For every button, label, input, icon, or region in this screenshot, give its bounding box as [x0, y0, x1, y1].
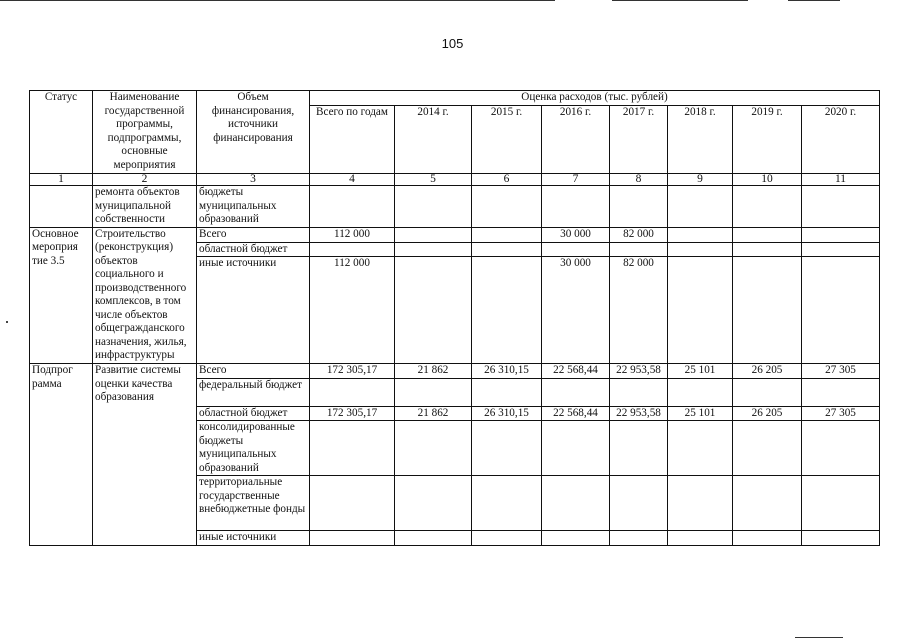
subprogram-status: Подпрог рамма — [30, 364, 93, 546]
scan-speck — [6, 321, 8, 323]
value-cell: 30 000 — [542, 257, 610, 364]
value-cell — [310, 242, 395, 257]
value-cell — [395, 257, 472, 364]
value-cell — [472, 421, 542, 476]
value-cell: 22 953,58 — [610, 406, 668, 421]
value-cell: 26 205 — [733, 364, 802, 379]
value-cell — [310, 378, 395, 406]
table-row — [30, 227, 880, 242]
value-cell — [668, 476, 733, 531]
value-cell — [733, 421, 802, 476]
event-name: Строительство (реконструкция) объектов социального и производственного комплексов, в том числе объектов общегражданского назначения, жилья, инфраструктуры — [93, 227, 197, 364]
value-cell — [395, 378, 472, 406]
source-label: территориальные государственные внебюджетные фонды — [197, 476, 310, 531]
scan-line-top-mid — [612, 0, 748, 1]
source-label: областной бюджет — [197, 406, 310, 421]
source-label: Всего — [197, 364, 310, 379]
value-cell — [733, 531, 802, 546]
column-number: 11 — [802, 174, 880, 186]
value-cell — [668, 421, 733, 476]
value-cell — [610, 421, 668, 476]
value-cell — [472, 531, 542, 546]
value-cell — [802, 476, 880, 531]
value-cell — [802, 227, 880, 242]
value-cell — [733, 257, 802, 364]
source-label: иные источники — [197, 257, 310, 364]
value-cell: 25 101 — [668, 406, 733, 421]
value-cell — [395, 531, 472, 546]
value-cell — [733, 227, 802, 242]
value-cell: 26 310,15 — [472, 406, 542, 421]
value-cell: 21 862 — [395, 364, 472, 379]
header-year-2017: 2017 г. — [610, 106, 668, 174]
value-cell — [395, 421, 472, 476]
header-year-2016: 2016 г. — [542, 106, 610, 174]
value-cell — [472, 378, 542, 406]
value-cell: 172 305,17 — [310, 364, 395, 379]
value-cell — [395, 242, 472, 257]
value-cell: 22 568,44 — [542, 364, 610, 379]
value-cell — [610, 476, 668, 531]
table-row — [30, 186, 880, 228]
source-label: Всего — [197, 227, 310, 242]
value-cell — [802, 242, 880, 257]
value-cell — [395, 476, 472, 531]
scan-line-top-right — [788, 0, 840, 1]
subprogram-name: Развитие системы оценки качества образования — [93, 364, 197, 546]
column-number: 7 — [542, 174, 610, 186]
value-cell — [802, 531, 880, 546]
value-cell: 26 205 — [733, 406, 802, 421]
value-cell: 22 568,44 — [542, 406, 610, 421]
source-label: областной бюджет — [197, 242, 310, 257]
value-cell — [310, 531, 395, 546]
value-cell: 22 953,58 — [610, 364, 668, 379]
value-cell — [733, 242, 802, 257]
value-cell: 112 000 — [310, 227, 395, 242]
value-cell — [668, 257, 733, 364]
budget-table — [29, 90, 880, 546]
scan-line-top-left — [0, 0, 555, 1]
column-number: 10 — [733, 174, 802, 186]
value-cell — [610, 242, 668, 257]
value-cell — [668, 242, 733, 257]
page-number: 105 — [441, 36, 464, 51]
header-year-2014: 2014 г. — [395, 106, 472, 174]
value-cell: 30 000 — [542, 227, 610, 242]
header-year-2015: 2015 г. — [472, 106, 542, 174]
value-cell — [542, 531, 610, 546]
value-cell — [310, 421, 395, 476]
value-cell — [668, 378, 733, 406]
value-cell — [472, 227, 542, 242]
header-year-2019: 2019 г. — [733, 106, 802, 174]
column-number: 5 — [395, 174, 472, 186]
continuation-source: бюджеты муниципальных образований — [197, 186, 310, 228]
value-cell: 82 000 — [610, 257, 668, 364]
value-cell: 26 310,15 — [472, 364, 542, 379]
header-status: Статус — [30, 91, 93, 174]
value-cell — [472, 242, 542, 257]
value-cell — [542, 421, 610, 476]
header-name: Наименование государственной программы, подпрограммы, основные мероприятия — [93, 91, 197, 174]
value-cell: 27 305 — [802, 364, 880, 379]
value-cell — [472, 257, 542, 364]
value-cell — [668, 227, 733, 242]
value-cell — [542, 476, 610, 531]
header-volume: Объем финансирования, источники финансирования — [197, 91, 310, 174]
value-cell — [733, 476, 802, 531]
value-cell — [802, 257, 880, 364]
value-cell — [542, 378, 610, 406]
value-cell: 172 305,17 — [310, 406, 395, 421]
source-label: консолидированные бюджеты муниципальных образований — [197, 421, 310, 476]
table-row — [30, 364, 880, 379]
header-year-2020: 2020 г. — [802, 106, 880, 174]
scan-line-bottom-right — [795, 637, 843, 638]
column-number: 6 — [472, 174, 542, 186]
column-number: 4 — [310, 174, 395, 186]
value-cell — [802, 421, 880, 476]
value-cell — [395, 227, 472, 242]
value-cell: 21 862 — [395, 406, 472, 421]
source-label: федеральный бюджет — [197, 378, 310, 406]
column-number: 9 — [668, 174, 733, 186]
value-cell: 25 101 — [668, 364, 733, 379]
header-year-2018: 2018 г. — [668, 106, 733, 174]
value-cell — [733, 378, 802, 406]
column-number: 2 — [93, 174, 197, 186]
value-cell — [610, 378, 668, 406]
value-cell — [802, 378, 880, 406]
value-cell — [542, 242, 610, 257]
value-cell — [472, 476, 542, 531]
header-total: Всего по годам — [310, 106, 395, 174]
source-label: иные источники — [197, 531, 310, 546]
column-number: 1 — [30, 174, 93, 186]
value-cell: 82 000 — [610, 227, 668, 242]
header-estimate: Оценка расходов (тыс. рублей) — [310, 91, 880, 106]
continuation-name: ремонта объектов муниципальной собственности — [93, 186, 197, 228]
value-cell — [610, 531, 668, 546]
event-status: Основное мероприя тие 3.5 — [30, 227, 93, 364]
value-cell: 112 000 — [310, 257, 395, 364]
value-cell — [668, 531, 733, 546]
continuation-status-cell — [30, 186, 93, 228]
column-number: 8 — [610, 174, 668, 186]
column-number: 3 — [197, 174, 310, 186]
value-cell — [310, 476, 395, 531]
value-cell: 27 305 — [802, 406, 880, 421]
